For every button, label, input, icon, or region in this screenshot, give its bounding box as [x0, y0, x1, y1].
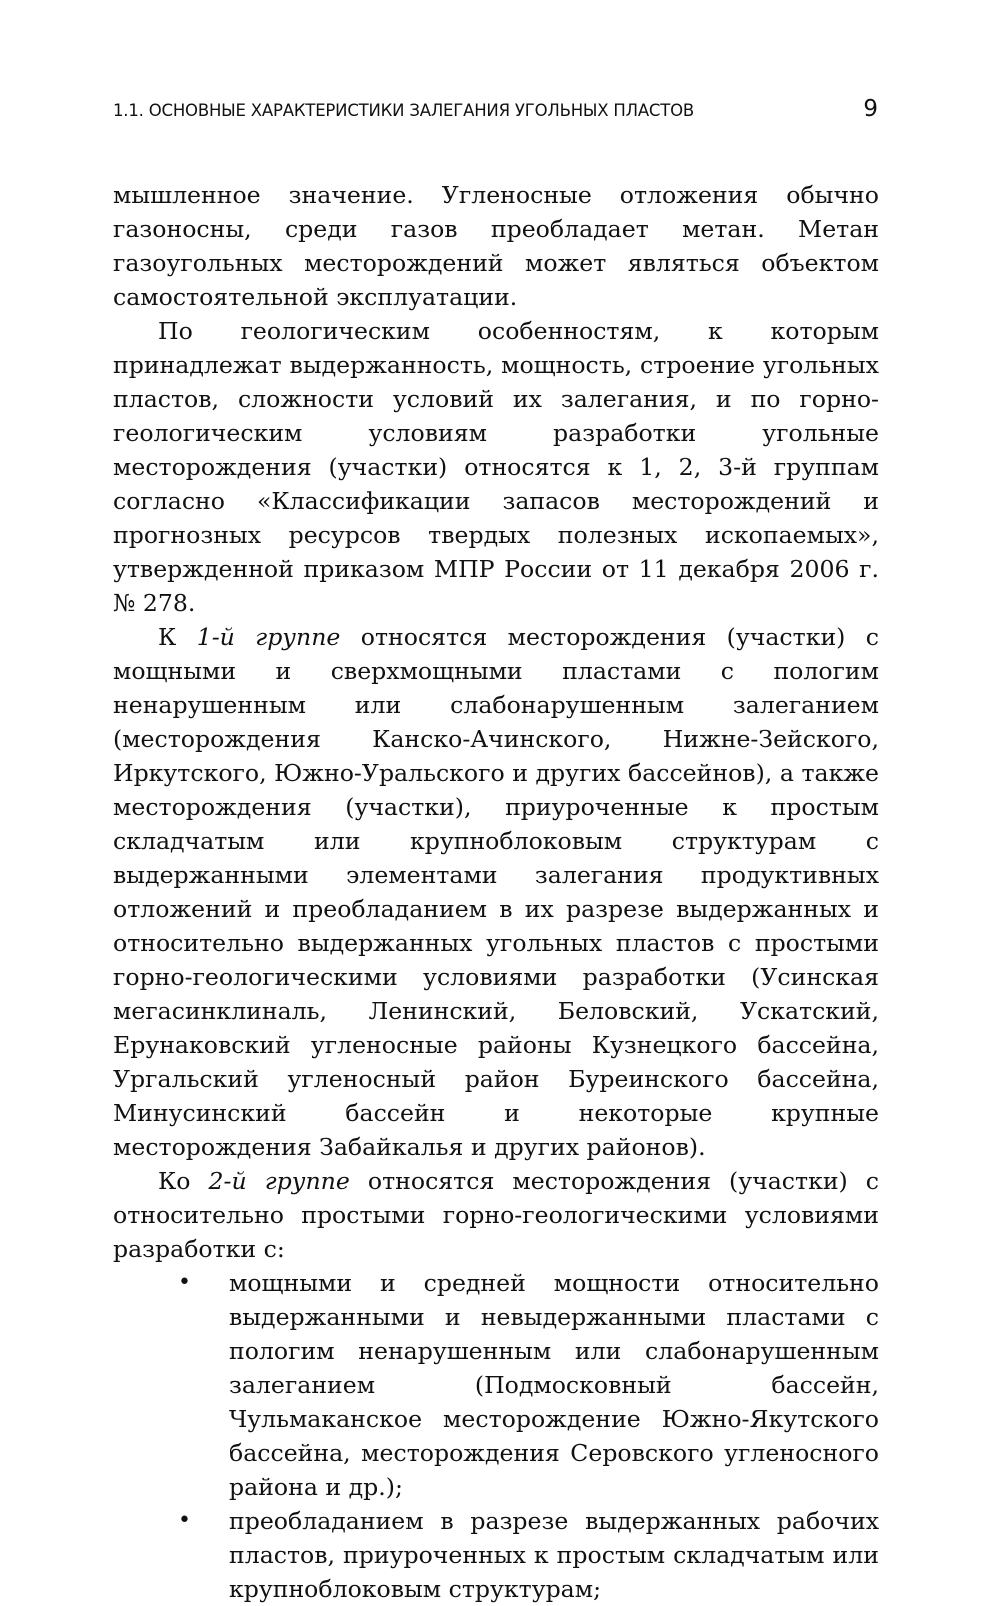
- page-number: 9: [863, 96, 878, 122]
- group-2-lead: Ко: [158, 1167, 209, 1195]
- group-2-term: 2-й группе: [208, 1167, 350, 1195]
- paragraph-geology: По геологическим особенностям, к которым принадлежат выдержанность, мощность, строение угольных пластов, сложности условий их залегания, и по горно-геологическим условиям разработки угольные месторождения (участки) относятся к 1, 2, 3-й группам согласно «Классификации запасов месторождений и прогнозных ресурсов твердых полезных ископаемых», утвержденной приказом МПР России от 11 декабря 2006 г. № 278.: [113, 317, 879, 617]
- list-item-text: преобладанием в разрезе выдержанных рабочих пластов, приуроченных к простым складчатым или крупноблоковым структурам;: [229, 1507, 879, 1603]
- body-text: [113, 178, 879, 1606]
- group-1-lead: К: [158, 623, 197, 651]
- paragraph-group-1: [113, 620, 879, 1164]
- list-item-text: мощными и средней мощности относительно выдержанными и невыдержанными пластами с пологим ненарушенным или слабонарушенным залеганием (Подмосковный бассейн, Чульмаканское месторождение Южно-Якутского бассейна, месторождения Серовского угленосного района и др.);: [229, 1269, 879, 1501]
- bullet-marker: •: [178, 1508, 191, 1533]
- group-2-text: относятся месторождения (участки) с относительно простыми горно-геологическими условиями разработки с:: [113, 1167, 880, 1263]
- list-item: [113, 1504, 879, 1606]
- group-1-text: относятся месторождения (участки) с мощными и сверхмощными пластами с пологим ненарушенным или слабонарушенным залеганием (месторождения Канско-Ачинского, Нижне-Зейского, Иркутского, Южно-Уральского и других бассейнов), а также месторождения (участки), приуроченные к простым складчатым или крупноблоковым структурам с выдержанными элементами залегания продуктивных отложений и преобладанием в их разрезе выдержанных и относительно выдержанных угольных пластов с простыми горно-геологическими условиями разработки (Усинская мегасинклиналь, Ленинский, Беловский, Ускатский, Ерунаковский угленосные районы Кузнецкого бассейна, Ургальский угленосный район Буреинского бассейна, Минусинский бассейн и некоторые крупные месторождения Забайкалья и других районов).: [113, 623, 880, 1161]
- bullet-marker: •: [178, 1270, 191, 1295]
- list-item: [113, 1266, 879, 1504]
- paragraph-continuation: мышленное значение. Угленосные отложения обычно газоносны, среди газов преобладает метан. Метан газоугольных месторождений может являться объектом самостоятельной эксплуатации.: [113, 181, 879, 311]
- group-1-term: 1-й группе: [196, 623, 341, 651]
- paragraph-group-2: [113, 1164, 879, 1266]
- bullet-list: [113, 1266, 879, 1606]
- running-head: 1.1. ОСНОВНЫЕ ХАРАКТЕРИСТИКИ ЗАЛЕГАНИЯ УГОЛЬНЫХ ПЛАСТОВ: [113, 101, 695, 120]
